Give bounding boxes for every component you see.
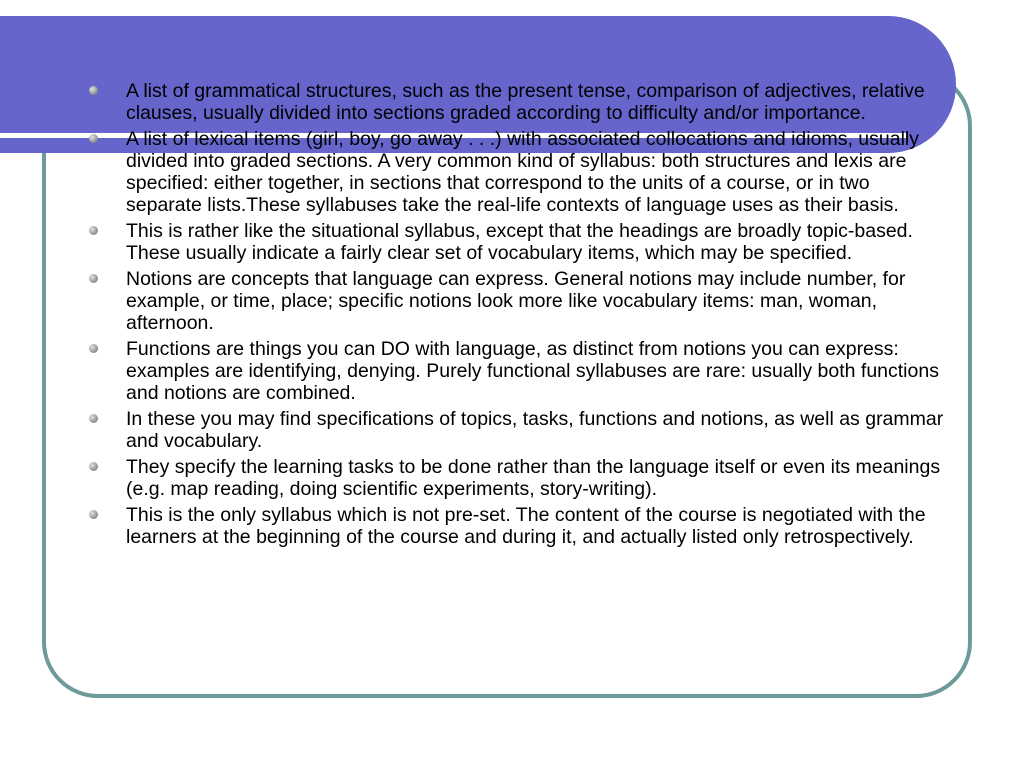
bullet-text: Functions are things you can DO with language, as distinct from notions you can express: examples are identifying, denying. Purely functional syllabuses are rare: usually both functions and notions are combined. xyxy=(126,338,939,404)
bullet-dot-icon xyxy=(89,510,98,519)
bullet-item xyxy=(86,504,946,548)
bullet-dot-icon xyxy=(89,274,98,283)
bullet-text: A list of lexical items (girl, boy, go away . . .) with associated collocations and idioms, usually divided into graded sections. A very common kind of syllabus: both structures and lexis are specified: either together, in sections that correspond to the units of a course, or in two separate lists.These syllabuses take the real-life contexts of language uses as their basis. xyxy=(126,128,919,216)
bullet-text: A list of grammatical structures, such as the present tense, comparison of adjectives, relative clauses, usually divided into sections graded according to difficulty and/or importance. xyxy=(126,80,925,124)
bullet-item xyxy=(86,80,946,124)
bullet-item xyxy=(86,456,946,500)
bullet-text: This is rather like the situational syllabus, except that the headings are broadly topic-based. These usually indicate a fairly clear set of vocabulary items, which may be specified. xyxy=(126,220,913,264)
bullet-item xyxy=(86,268,946,334)
bullet-dot-icon xyxy=(89,86,98,95)
bullet-item xyxy=(86,128,946,216)
bullet-list xyxy=(86,80,946,552)
bullet-dot-icon xyxy=(89,344,98,353)
bullet-dot-icon xyxy=(89,134,98,143)
bullet-item xyxy=(86,338,946,404)
bullet-text: In these you may find specifications of topics, tasks, functions and notions, as well as grammar and vocabulary. xyxy=(126,408,944,452)
bullet-dot-icon xyxy=(89,462,98,471)
bullet-text: They specify the learning tasks to be done rather than the language itself or even its meanings (e.g. map reading, doing scientific experiments, story-writing). xyxy=(126,456,941,500)
bullet-text: Notions are concepts that language can express. General notions may include number, for example, or time, place; specific notions look more like vocabulary items: man, woman, afternoon. xyxy=(126,268,906,334)
bullet-text: This is the only syllabus which is not pre-set. The content of the course is negotiated with the learners at the beginning of the course and during it, and actually listed only retrospectively. xyxy=(126,504,926,548)
bullet-item xyxy=(86,220,946,264)
bullet-item xyxy=(86,408,946,452)
bullet-dot-icon xyxy=(89,226,98,235)
bullet-dot-icon xyxy=(89,414,98,423)
